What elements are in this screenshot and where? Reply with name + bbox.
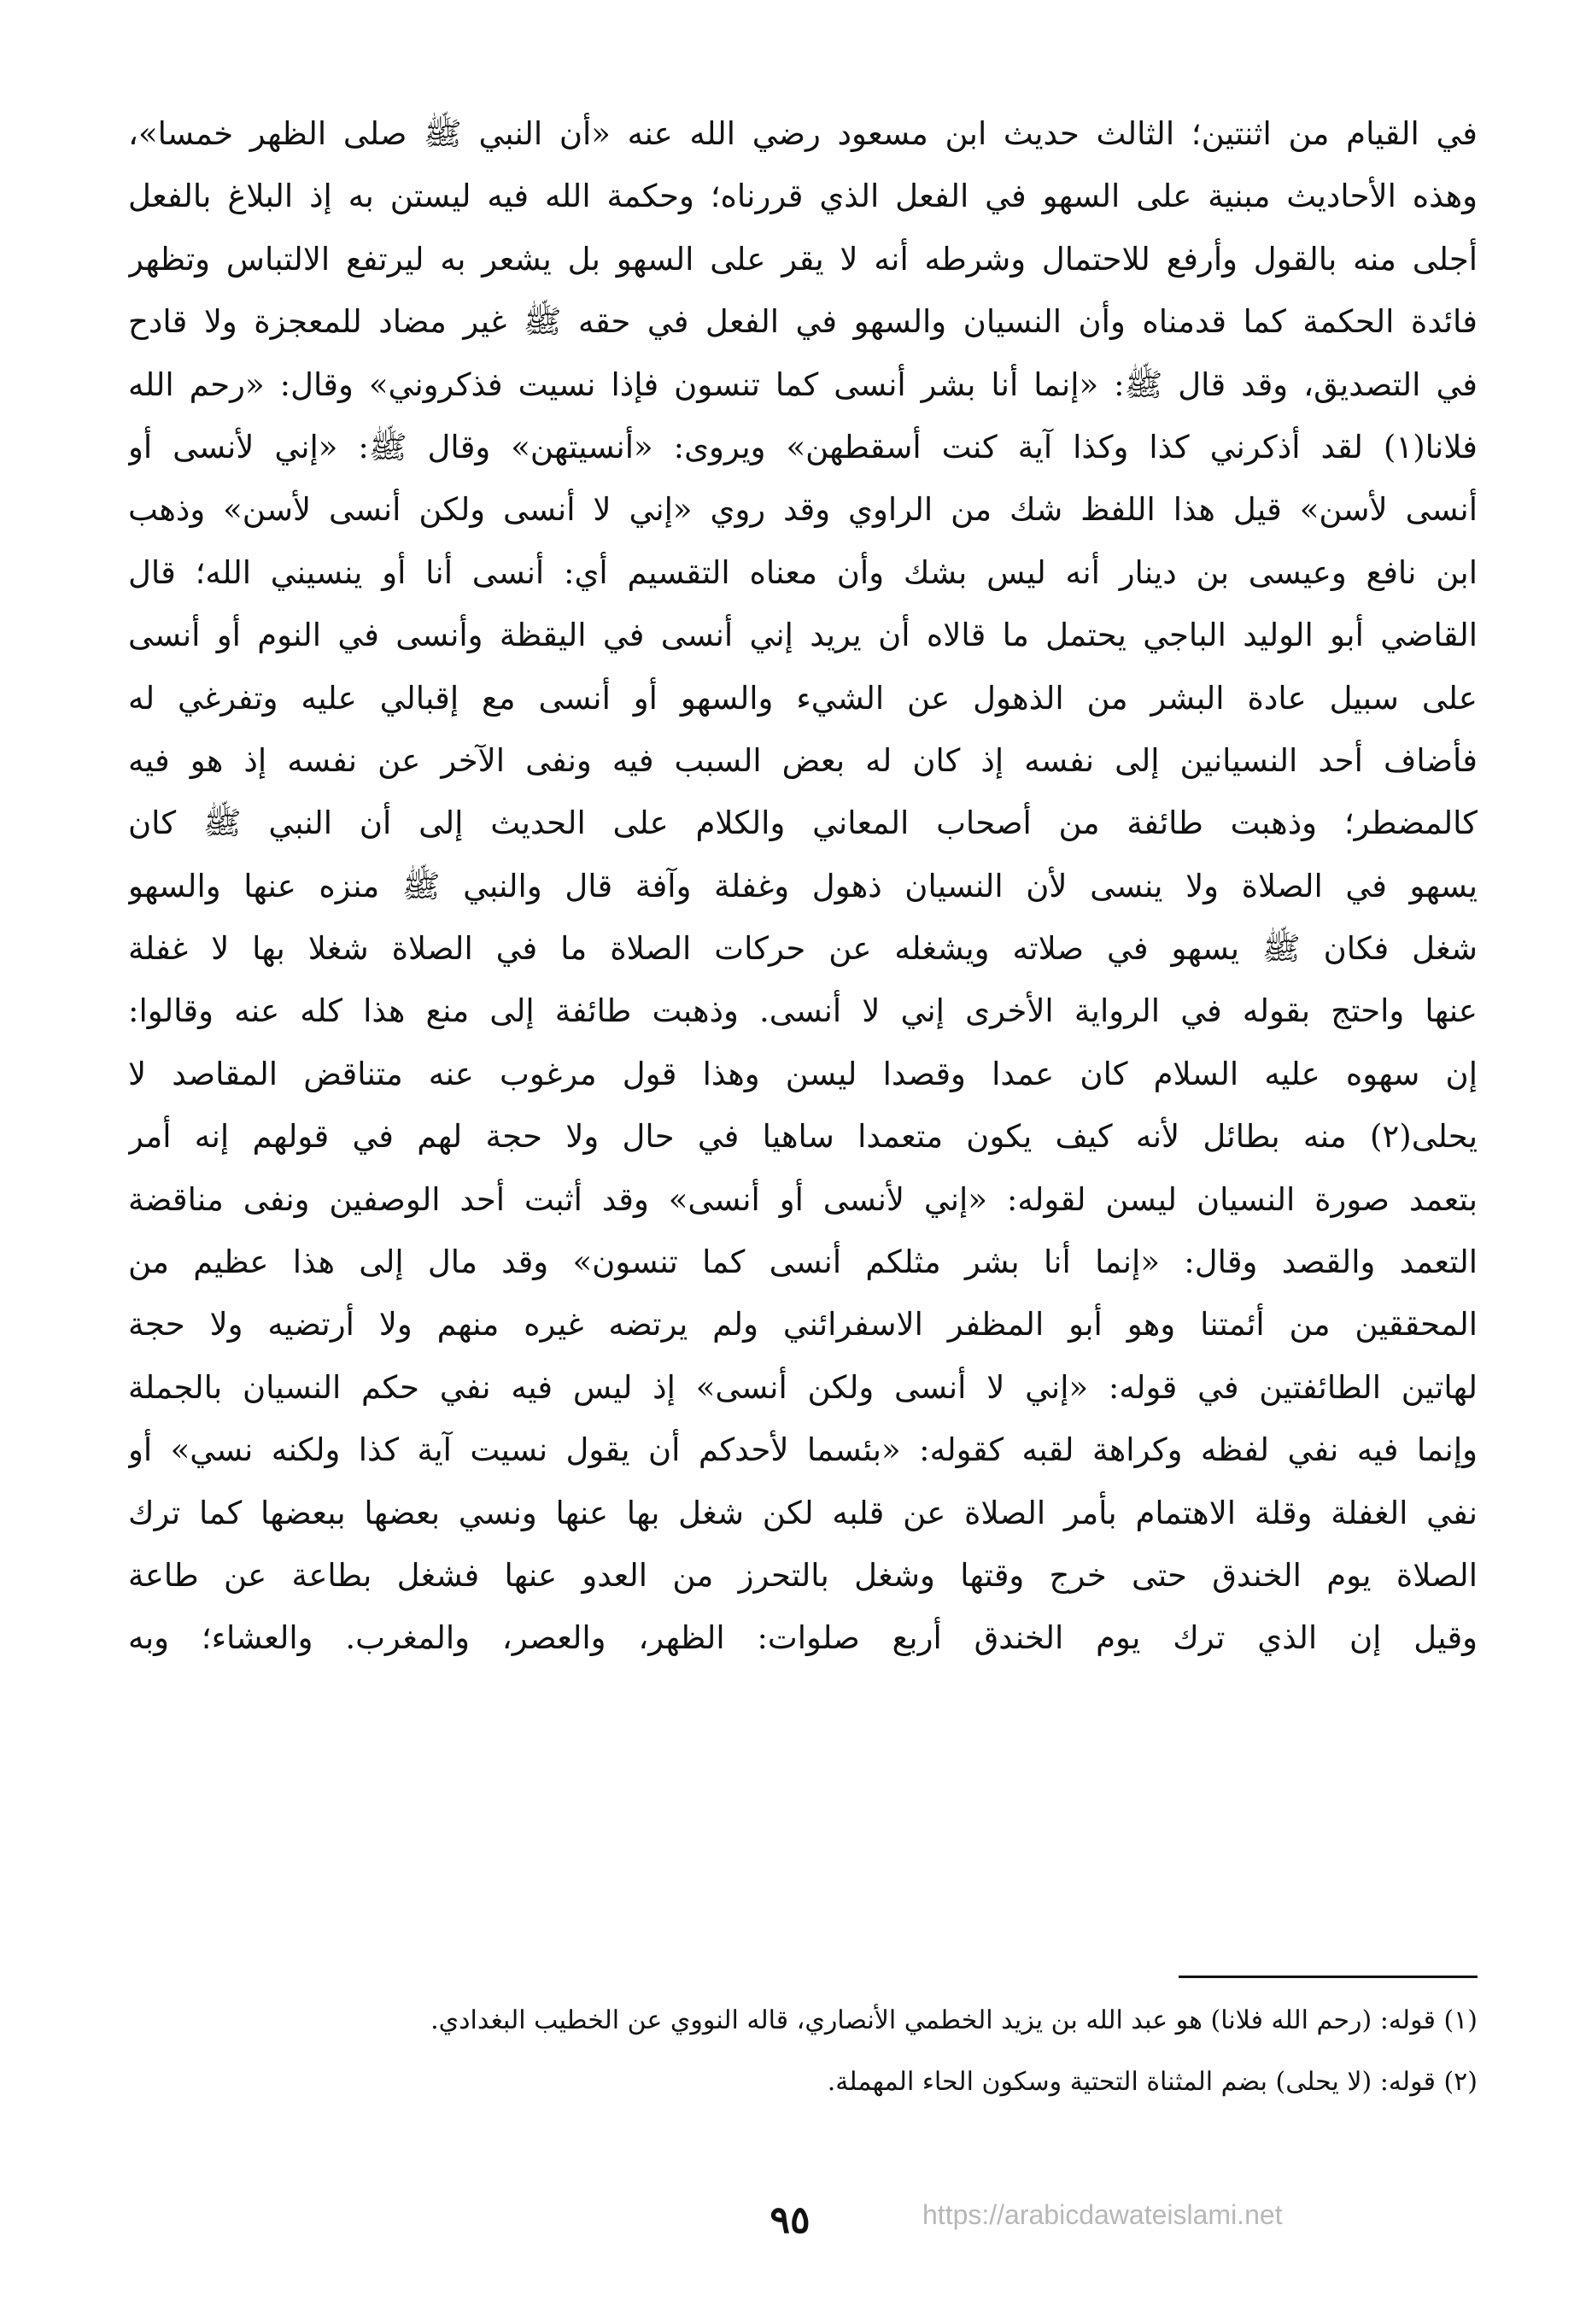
text-line: كالمضطر؛ وذهبت طائفة من أصحاب المعاني والكلام على الحديث إلى أن النبي ﷺ كان bbox=[128, 805, 1478, 842]
footnotes bbox=[171, 1990, 1478, 2113]
text-line: بتعمد صورة النسيان ليسن لقوله: «إني لأنسى أو أنسى» وقد أثبت أحد الوصفين ونفى مناقضة bbox=[128, 1180, 1478, 1218]
text-line: ابن نافع وعيسى بن دينار أنه ليس بشك وأن معناه التقسيم أي: أنسى أنا أو ينسيني الله؛ قال bbox=[128, 553, 1478, 591]
text-line: يحلى(٢) منه بطائل لأنه كيف يكون متعمدا ساهيا في حال ولا حجة لهم في قولهم إنه أمر bbox=[128, 1118, 1478, 1156]
text-line: أنسى لأسن» قيل هذا اللفظ شك من الراوي وقد روي «إني لا أنسى ولكن أنسى لأسن» وذهب bbox=[128, 491, 1478, 529]
text-line: في التصديق، وقد قال ﷺ: «إنما أنا بشر أنسى كما تنسون فإذا نسيت فذكروني» وقال: «رحم الله bbox=[128, 366, 1478, 403]
text-line: نفي الغفلة وقلة الاهتمام بأمر الصلاة عن قلبه لكن شغل بها عنها ونسي بعضها ببعضها كما ترك bbox=[128, 1494, 1478, 1531]
text-line: وقيل إن الذي ترك يوم الخندق أربع صلوات: الظهر، والعصر، والمغرب. والعشاء؛ وبه bbox=[128, 1619, 1478, 1657]
text-line: إن سهوه عليه السلام كان عمدا وقصدا ليسن وهذا قول مرغوب عنه متناقض المقاصد لا bbox=[128, 1055, 1478, 1092]
main-text bbox=[128, 102, 1478, 1670]
text-line: في القيام من اثنتين؛ الثالث حديث ابن مسعود رضي الله عنه «أن النبي ﷺ صلى الظهر خمسا»، bbox=[128, 115, 1478, 152]
text-line: المحققين من أئمتنا وهو أبو المظفر الاسفرائني ولم يرتضه غيره منهم ولا أرتضيه ولا حجة bbox=[128, 1306, 1478, 1343]
watermark-url: https://arabicdawateislami.net bbox=[922, 2199, 1283, 2230]
text-line: على سبيل عادة البشر من الذهول عن الشيء والسهو أو أنسى مع إقبالي عليه وتفرغي له bbox=[128, 679, 1478, 717]
text-line: لهاتين الطائفتين في قوله: «إني لا أنسى ولكن أنسى» إذ ليس فيه نفي حكم النسيان بالجملة bbox=[128, 1368, 1478, 1406]
text-line: شغل فكان ﷺ يسهو في صلاته ويشغله عن حركات الصلاة ما في الصلاة شغلا بها لا غفلة bbox=[128, 930, 1478, 968]
text-line: فائدة الحكمة كما قدمناه وأن النسيان والسهو في الفعل في حقه ﷺ غير مضاد للمعجزة ولا قادح bbox=[128, 303, 1478, 341]
footnote-divider bbox=[1179, 1976, 1478, 1978]
text-line: وإنما فيه نفي لفظه وكراهة لقبه كقوله: «بئسما لأحدكم أن يقول نسيت آية كذا ولكنه نسي» أو bbox=[128, 1431, 1478, 1469]
footnote: (١) قوله: (رحم الله فلانا) هو عبد الله بن يزيد الخطمي الأنصاري، قاله النووي عن الخطيب البغدادي. bbox=[430, 2005, 1478, 2035]
text-line: القاضي أبو الوليد الباجي يحتمل ما قالاه أن يريد إني أنسى في اليقظة وأنسى في النوم أو أنسى bbox=[128, 617, 1478, 654]
text-line: الصلاة يوم الخندق حتى خرج وقتها وشغل بالتحرز من العدو عنها فشغل بطاعة عن طاعة bbox=[128, 1556, 1478, 1594]
text-line: عنها واحتج بقوله في الرواية الأخرى إني لا أنسى. وذهبت طائفة إلى منع هذا كله عنه وقالوا: bbox=[128, 992, 1478, 1030]
text-line: التعمد والقصد وقال: «إنما أنا بشر مثلكم أنسى كما تنسون» وقد مال إلى هذا عظيم من bbox=[128, 1244, 1478, 1281]
page-number: ٩٥ bbox=[770, 2198, 810, 2242]
text-line: وهذه الأحاديث مبنية على السهو في الفعل الذي قررناه؛ وحكمة الله فيه ليستن به إذ البلاغ بالفعل bbox=[128, 178, 1478, 215]
footnote: (٢) قوله: (لا يحلى) بضم المثناة التحتية وسكون الحاء المهملة. bbox=[827, 2067, 1478, 2097]
text-line: فلانا(١) لقد أذكرني كذا وكذا آية كنت أسقطهن» ويروى: «أنسيتهن» وقال ﷺ: «إني لأنسى أو bbox=[128, 428, 1478, 465]
text-line: أجلى منه بالقول وأرفع للاحتمال وشرطه أنه لا يقر على السهو بل يشعر به ليرتفع الالتباس وتظهر bbox=[128, 240, 1478, 278]
text-line: فأضاف أحد النسيانين إلى نفسه إذ كان له بعض السبب فيه ونفى الآخر عن نفسه إذ هو فيه bbox=[128, 741, 1478, 779]
text-line: يسهو في الصلاة ولا ينسى لأن النسيان ذهول وغفلة وآفة قال والنبي ﷺ منزه عنها والسهو bbox=[128, 867, 1478, 904]
